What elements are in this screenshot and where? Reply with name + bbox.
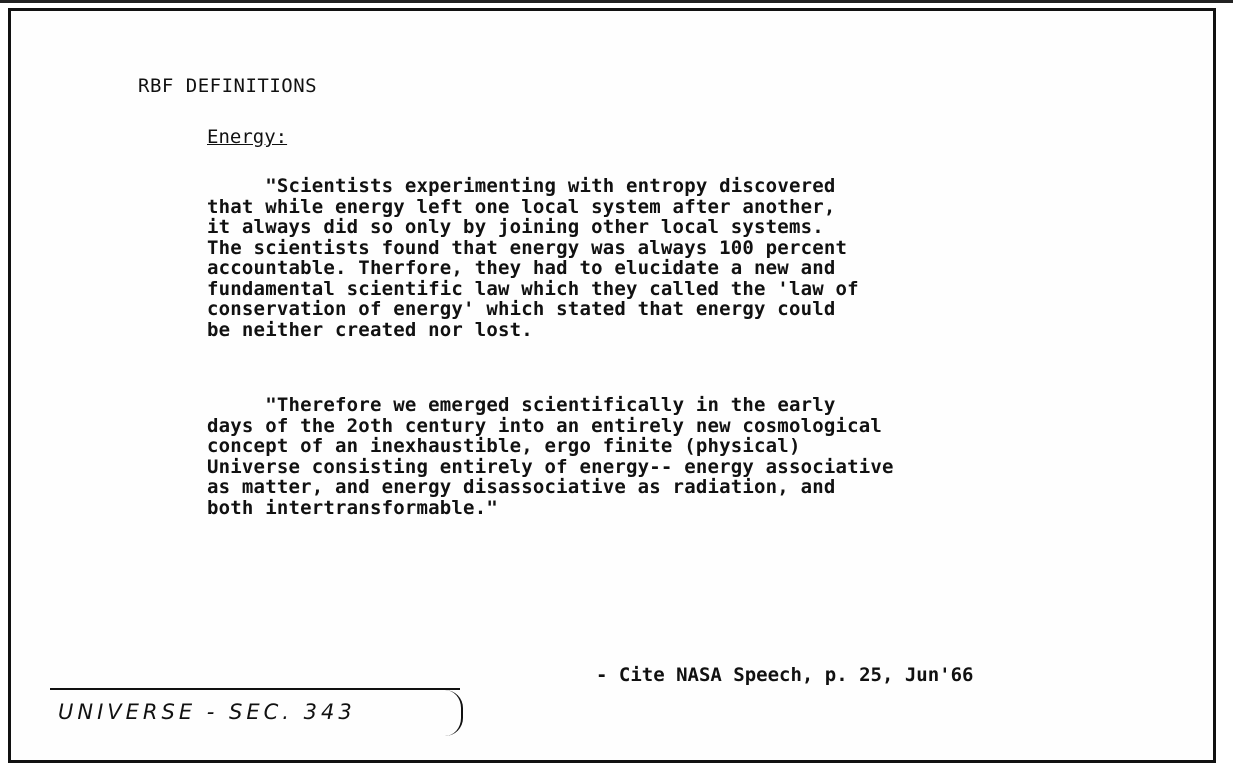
- definition-paragraph-1: "Scientists experimenting with entropy discovered that while energy left one local system after another, it always did so only by joining other local systems. The scientists found that energy was always 100 percent accountable. Therfore, they had to elucidate a new and fundamental scientific law which they called the 'law of conservation of energy' which stated that energy could be neither created nor lost.: [207, 175, 859, 341]
- document-header: RBF DEFINITIONS: [138, 75, 318, 97]
- definition-card: [8, 8, 1216, 763]
- citation-text: - Cite NASA Speech, p. 25, Jun'66: [596, 664, 974, 686]
- term-text: Energy:: [207, 126, 288, 148]
- outer-frame-line: [0, 0, 1233, 3]
- stamp-rule: [50, 688, 460, 690]
- section-stamp: UNIVERSE - SEC. 343: [58, 700, 356, 724]
- definition-paragraph-2: "Therefore we emerged scientifically in the early days of the 2oth century into an entirely new cosmological concept of an inexhaustible, ergo finite (physical) Universe consisting entirely of energy-- energy associative as matter, and energy disassociative as radiation, and both intertransformable.": [207, 394, 894, 519]
- term-label: [207, 126, 287, 148]
